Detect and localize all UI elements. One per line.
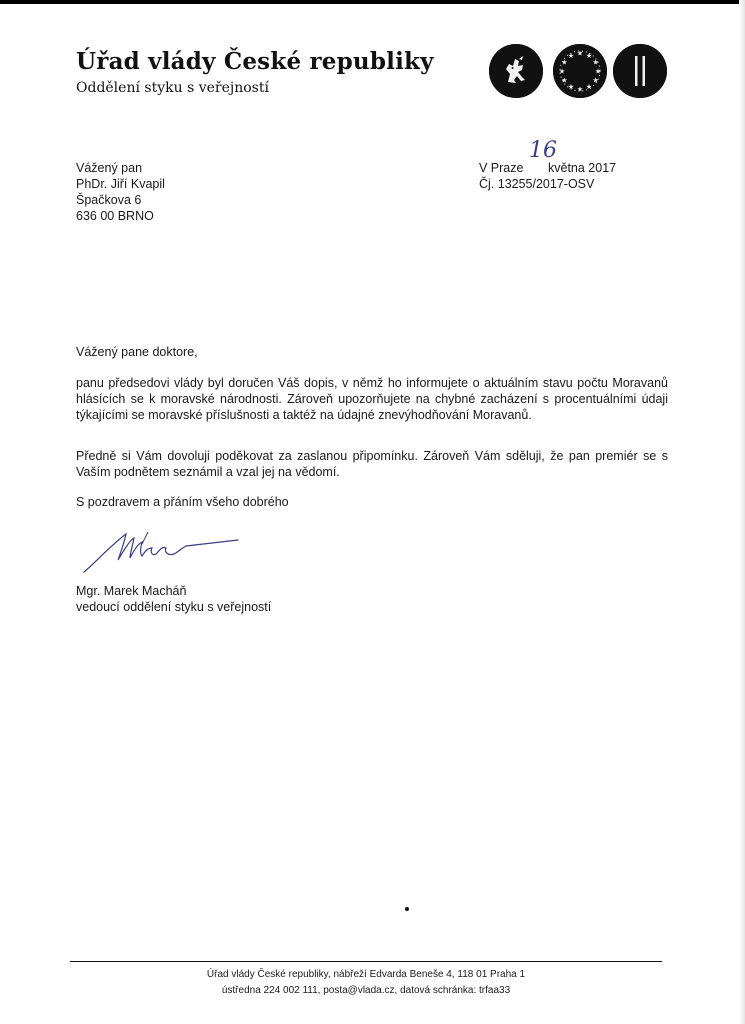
eu-star-icon: ★ — [585, 84, 593, 92]
eu-stars-icon — [553, 44, 607, 98]
scan-top-edge — [0, 0, 745, 4]
reference-number: Čj. 13255/2017-OSV — [479, 177, 595, 191]
eu-star-icon: ★ — [567, 84, 575, 92]
footer-divider — [70, 961, 662, 962]
signatory-title: vedoucí oddělení styku s veřejností — [76, 600, 272, 614]
body-paragraph-1: panu předsedovi vlády byl doručen Váš dopis, v němž ho informujete o aktuálním stavu počtu Moravanů hlásících se k moravské národnosti. Zároveň upozorňujete na chybné zacházení s procentuálními údaji týkajícími se moravské příslušnosti a taktéž na údajné znevýhodňování Moravanů. — [76, 376, 668, 422]
date-month-year: května 2017 — [548, 161, 617, 175]
eu-star-icon: ★ — [592, 59, 599, 67]
salutation: Vážený pane doktore, — [76, 345, 198, 359]
eu-star-icon: ★ — [592, 77, 599, 85]
czech-lion-icon — [489, 44, 543, 98]
recipient-line-3: Špačkova 6 — [76, 193, 142, 207]
body-paragraph-2: Předně si Vám dovoluji poděkovat za zaslanou připomínku. Zároveň Vám sděluji, že pan premiér se s Vaším podnětem seznámil a vzal jej na vědomí. — [76, 449, 668, 479]
eu-star-icon: ★ — [561, 59, 568, 67]
eu-star-icon: ★ — [567, 52, 575, 60]
date-city: V Praze — [479, 161, 524, 175]
recipient-line-4: 636 00 BRNO — [76, 209, 154, 223]
recipient-line-2: PhDr. Jiří Kvapil — [76, 177, 165, 191]
recipient-line-1: Vážený pan — [76, 161, 143, 175]
footer-line-2: ústředna 224 002 111, posta@vlada.cz, datová schránka: trfaa33 — [221, 985, 511, 996]
eu-star-icon: ★ — [576, 50, 584, 58]
scan-right-edge — [739, 0, 745, 1024]
eu-star-icon: ★ — [585, 52, 593, 60]
eu-star-icon: ★ — [558, 68, 566, 76]
eu-star-icon: ★ — [594, 68, 602, 76]
org-name: Úřad vlády České republiky — [76, 48, 434, 75]
scan-dot — [405, 907, 409, 911]
closing: S pozdravem a přáním všeho dobrého — [76, 495, 289, 509]
handwritten-day: 16 — [529, 138, 557, 163]
department-name: Oddělení styku s veřejností — [76, 80, 269, 96]
eu-star-icon: ★ — [576, 86, 584, 94]
handwritten-signature — [82, 526, 242, 574]
pillars-icon — [613, 44, 667, 98]
eu-star-icon: ★ — [561, 77, 568, 85]
signatory-name: Mgr. Marek Macháň — [76, 584, 187, 598]
footer-line-1: Úřad vlády České republiky, nábřeží Edvarda Beneše 4, 118 01 Praha 1 — [206, 969, 526, 980]
